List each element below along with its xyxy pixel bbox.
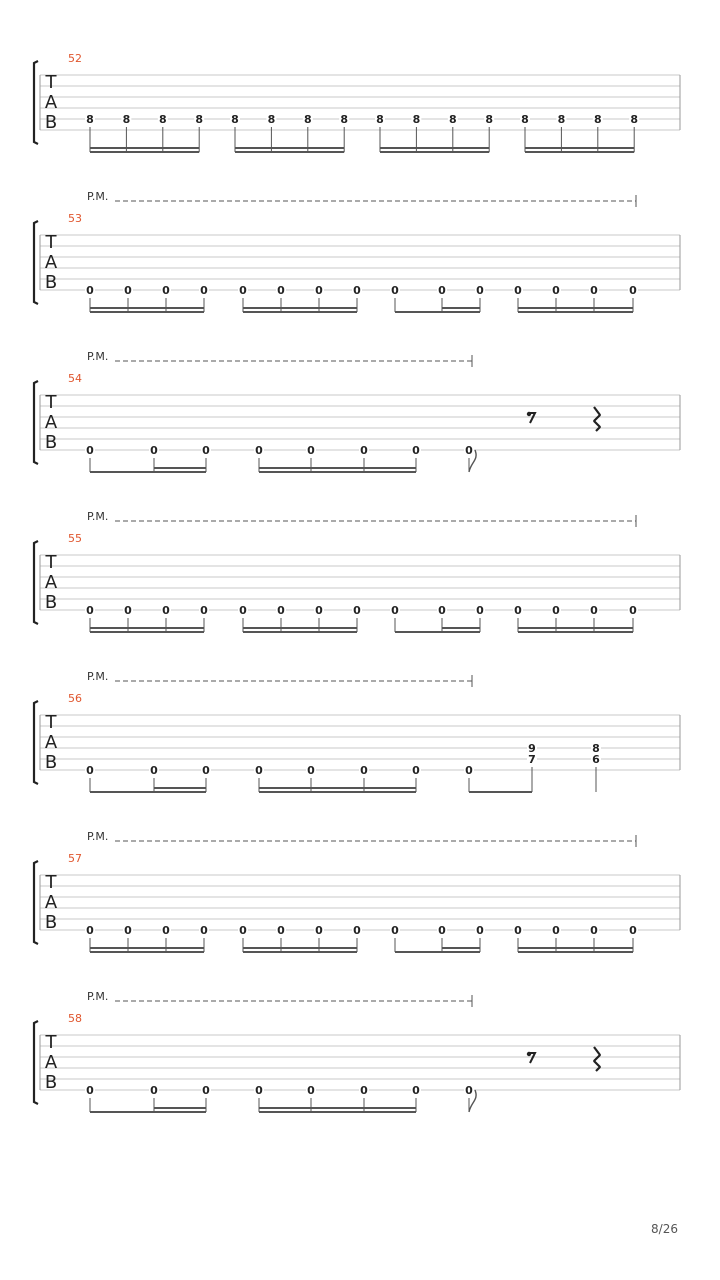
fret-number: 0: [162, 604, 170, 617]
fret-number: 0: [438, 284, 446, 297]
fret-number: 0: [590, 604, 598, 617]
system-bracket: [34, 701, 38, 784]
tab-clef-letter-t: T: [45, 1032, 57, 1053]
fret-number: 0: [629, 604, 637, 617]
fret-number: 0: [307, 444, 315, 457]
fret-number: 0: [162, 924, 170, 937]
fret-number: 0: [255, 1084, 263, 1097]
fret-number: 0: [552, 924, 560, 937]
eighth-rest-dot: [527, 412, 531, 416]
fret-number: 0: [465, 1084, 473, 1097]
fret-number: 0: [438, 604, 446, 617]
tab-clef-letter-a: A: [44, 572, 58, 593]
fret-number: 0: [391, 604, 399, 617]
fret-number: 0: [360, 444, 368, 457]
system-bracket: [34, 61, 38, 144]
fret-number: 0: [239, 284, 247, 297]
fret-number: 0: [86, 1084, 94, 1097]
fret-number: 0: [150, 764, 158, 777]
fret-number: 0: [150, 444, 158, 457]
measure-number: 58: [68, 1012, 82, 1025]
fret-number: 0: [629, 924, 637, 937]
measure-number: 56: [68, 692, 82, 705]
system-bracket: [34, 1021, 38, 1104]
tab-clef-letter-b: B: [44, 592, 58, 613]
fret-number: 8: [630, 113, 639, 126]
fret-number: 0: [412, 1084, 420, 1097]
fret-number: 6: [592, 753, 600, 766]
fret-number: 0: [590, 924, 598, 937]
quarter-rest: [594, 1047, 600, 1071]
fret-number: 0: [315, 604, 323, 617]
fret-number: 8: [267, 113, 276, 126]
fret-number: 0: [552, 604, 560, 617]
fret-number: 0: [239, 604, 247, 617]
fret-number: 0: [255, 764, 263, 777]
fret-number: 8: [412, 113, 421, 126]
tab-clef-letter-a: A: [44, 252, 58, 273]
palm-mute-label: P.M.: [87, 990, 109, 1003]
system-bracket: [34, 221, 38, 304]
fret-number: 8: [485, 113, 494, 126]
system-bracket: [34, 861, 38, 944]
fret-number: 0: [124, 604, 132, 617]
eighth-rest-dot: [527, 1052, 531, 1056]
fret-number: 0: [360, 764, 368, 777]
fret-number: 8: [158, 113, 167, 126]
tab-system-54: [34, 355, 680, 472]
fret-number: 0: [552, 284, 560, 297]
fret-number: 0: [412, 444, 420, 457]
quarter-rest: [594, 407, 600, 431]
fret-number: 0: [629, 284, 637, 297]
fret-number: 0: [438, 924, 446, 937]
fret-number: 0: [476, 284, 484, 297]
tab-system-58: [34, 995, 680, 1112]
fret-number: 0: [200, 604, 208, 617]
fret-number: 0: [86, 284, 94, 297]
fret-number: 8: [122, 113, 131, 126]
fret-number: 8: [448, 113, 457, 126]
fret-number: 9: [528, 742, 536, 755]
fret-number: 0: [590, 284, 598, 297]
fret-number: 0: [162, 284, 170, 297]
palm-mute-label: P.M.: [87, 510, 109, 523]
measure-number: 57: [68, 852, 82, 865]
fret-number: 0: [476, 924, 484, 937]
tab-clef-letter-b: B: [44, 272, 58, 293]
tab-system-52: [34, 61, 680, 152]
fret-number: 0: [307, 764, 315, 777]
tab-clef-letter-t: T: [45, 712, 57, 733]
tab-clef-letter-a: A: [44, 1052, 58, 1073]
fret-number: 8: [592, 742, 600, 755]
fret-number: 0: [277, 604, 285, 617]
tab-clef-letter-t: T: [45, 552, 57, 573]
fret-number: 8: [340, 113, 349, 126]
system-bracket: [34, 541, 38, 624]
fret-number: 0: [124, 924, 132, 937]
fret-number: 0: [86, 924, 94, 937]
fret-number: 0: [412, 764, 420, 777]
fret-number: 0: [277, 924, 285, 937]
measure-number: 53: [68, 212, 82, 225]
fret-number: 0: [150, 1084, 158, 1097]
fret-number: 8: [303, 113, 312, 126]
fret-number: 8: [231, 113, 239, 126]
tab-clef-letter-a: A: [44, 412, 58, 433]
fret-number: 0: [514, 604, 522, 617]
measure-number: 54: [68, 372, 82, 385]
fret-number: 0: [353, 604, 361, 617]
page-number: 8/26: [651, 1222, 678, 1236]
tab-clef-letter-t: T: [45, 392, 57, 413]
tab-system-56: [34, 675, 680, 792]
fret-number: 0: [315, 924, 323, 937]
fret-number: 7: [528, 753, 536, 766]
fret-number: 0: [465, 444, 473, 457]
fret-number: 0: [391, 284, 399, 297]
fret-number: 0: [202, 1084, 210, 1097]
fret-number: 0: [514, 924, 522, 937]
palm-mute-label: P.M.: [87, 830, 109, 843]
palm-mute-label: P.M.: [87, 670, 109, 683]
fret-number: 0: [514, 284, 522, 297]
tab-clef-letter-a: A: [44, 92, 58, 113]
measure-number: 55: [68, 532, 82, 545]
tab-clef-letter-t: T: [45, 872, 57, 893]
fret-number: 0: [86, 604, 94, 617]
tab-clef-letter-a: A: [44, 892, 58, 913]
fret-number: 0: [86, 444, 94, 457]
fret-number: 0: [391, 924, 399, 937]
fret-number: 0: [476, 604, 484, 617]
fret-number: 0: [353, 924, 361, 937]
fret-number: 0: [202, 764, 210, 777]
tab-clef-letter-b: B: [44, 912, 58, 933]
fret-number: 0: [200, 924, 208, 937]
fret-number: 0: [315, 284, 323, 297]
fret-number: 8: [557, 113, 566, 126]
fret-number: 0: [353, 284, 361, 297]
measure-number: 52: [68, 52, 82, 65]
system-bracket: [34, 381, 38, 464]
tab-clef-letter-b: B: [44, 432, 58, 453]
fret-number: 0: [277, 284, 285, 297]
tab-clef-letter-a: A: [44, 732, 58, 753]
tab-clef-letter-b: B: [44, 112, 58, 133]
tab-clef-letter-b: B: [44, 752, 58, 773]
fret-number: 0: [465, 764, 473, 777]
fret-number: 8: [86, 113, 94, 126]
fret-number: 0: [255, 444, 263, 457]
fret-number: 8: [376, 113, 384, 126]
tab-clef-letter-t: T: [45, 232, 57, 253]
fret-number: 8: [521, 113, 529, 126]
fret-number: 0: [200, 284, 208, 297]
palm-mute-label: P.M.: [87, 350, 109, 363]
fret-number: 0: [124, 284, 132, 297]
fret-number: 0: [202, 444, 210, 457]
fret-number: 0: [360, 1084, 368, 1097]
fret-number: 8: [593, 113, 602, 126]
fret-number: 8: [195, 113, 204, 126]
tab-clef-letter-t: T: [45, 72, 57, 93]
fret-number: 0: [307, 1084, 315, 1097]
fret-number: 0: [239, 924, 247, 937]
fret-number: 0: [86, 764, 94, 777]
palm-mute-label: P.M.: [87, 190, 109, 203]
tab-clef-letter-b: B: [44, 1072, 58, 1093]
